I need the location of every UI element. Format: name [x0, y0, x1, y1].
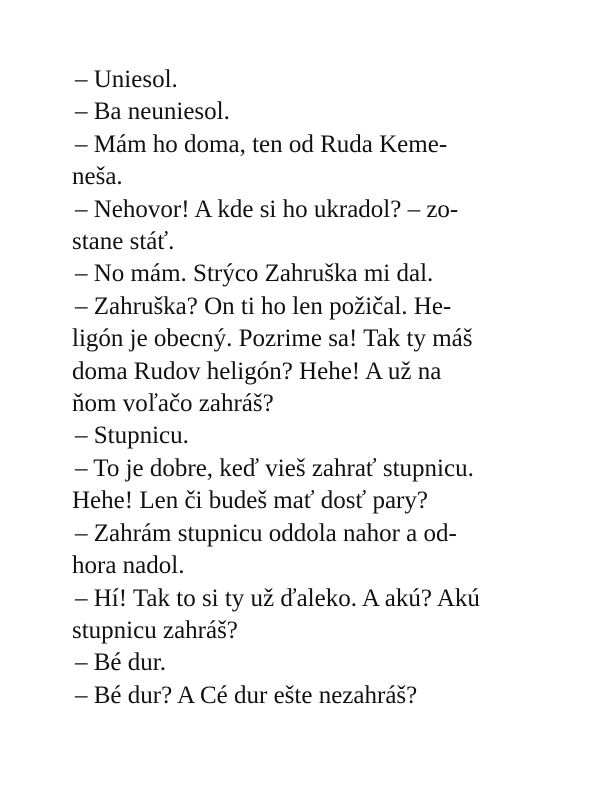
text-line: hora nadol.: [72, 552, 185, 580]
text-line: stupnicu zahráš?: [72, 616, 238, 644]
text-line: – Bé dur.: [75, 649, 166, 677]
text-line: neša.: [72, 163, 123, 191]
text-line: stane stáť.: [72, 228, 175, 256]
book-page-text: [73, 64, 543, 712]
text-line: – To je dobre, keď vieš zahrať stupnicu.: [75, 454, 474, 482]
text-line: – Bé dur? A Cé dur ešte nezahráš?: [75, 681, 418, 709]
text-line: – Stupnicu.: [75, 422, 189, 450]
text-line: – No mám. Strýco Zahruška mi dal.: [75, 260, 434, 288]
text-line: – Ba neuniesol.: [75, 98, 230, 126]
text-line: – Zahruška? On ti ho len požičal. He-: [75, 292, 452, 320]
text-line: ligón je obecný. Pozrime sa! Tak ty máš: [72, 325, 473, 353]
text-line: – Mám ho doma, ten od Ruda Keme-: [75, 130, 448, 158]
text-line: – Zahrám stupnicu oddola nahor a od-: [75, 519, 457, 547]
text-line: doma Rudov heligón? Hehe! A už na: [72, 357, 442, 385]
text-line: ňom voľačo zahráš?: [72, 390, 274, 418]
text-line: – Nehovor! A kde si ho ukradol? – zo-: [75, 195, 459, 223]
text-line: – Hí! Tak to si ty už ďaleko. A akú? Akú: [75, 584, 480, 612]
text-line: – Uniesol.: [75, 66, 178, 93]
text-line: Hehe! Len či budeš mať dosť pary?: [72, 487, 428, 515]
